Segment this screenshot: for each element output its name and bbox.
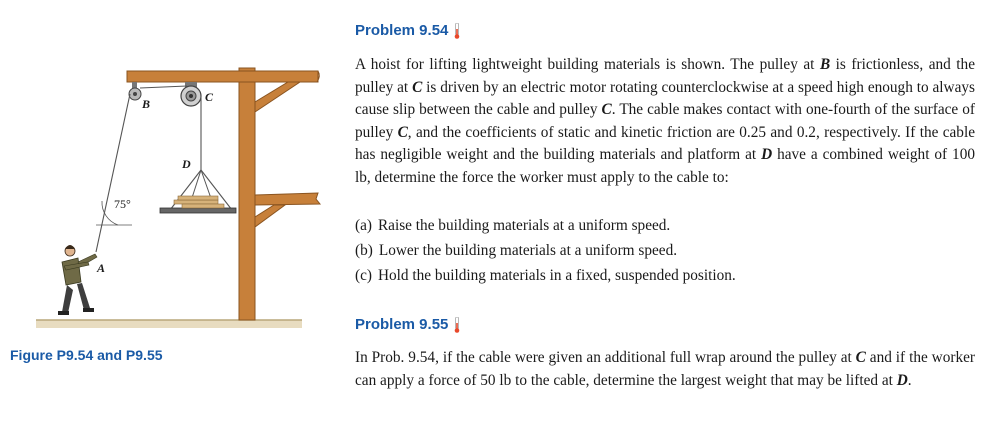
hoist-figure <box>0 0 340 427</box>
thermometer-icon <box>454 317 460 333</box>
lower-brace <box>255 205 285 227</box>
thermometer-icon <box>454 23 460 39</box>
hoist-diagram <box>0 0 340 345</box>
problem-955-body: In Prob. 9.54, if the cable were given an additional full wrap around the pulley at C and if the worker can apply a force of 50 lb to the cable, determine the largest weight that may be lifted at D. <box>355 349 975 389</box>
label-d: D <box>182 157 191 171</box>
worker-a <box>58 245 97 315</box>
label-c: C <box>205 90 214 104</box>
problem-955-heading <box>355 316 460 333</box>
problem-954-title: Problem 9.54 <box>355 22 449 39</box>
label-a: A <box>97 261 106 275</box>
support-post <box>239 68 255 320</box>
problem-954-item-a: (a) Raise the building materials at a uniform speed. <box>355 217 671 234</box>
problem-955-title: Problem 9.55 <box>355 316 449 333</box>
problem-954-heading <box>355 22 460 39</box>
pulley-b <box>129 82 141 100</box>
angle-label: 75° <box>114 197 131 211</box>
ground <box>36 320 302 328</box>
problem-954-item-b: (b) Lower the building materials at a uniform speed. <box>355 242 678 259</box>
top-beam <box>127 71 318 82</box>
top-brace <box>255 82 300 112</box>
platform-d <box>160 170 236 213</box>
label-b: B <box>142 97 151 111</box>
figure-caption: Figure P9.54 and P9.55 <box>10 347 163 363</box>
problem-954-body: A hoist for lifting lightweight building materials is shown. The pulley at B is frictionless, and the pulley at C is driven by an electric motor rotating counterclockwise at a speed high enough to always cause slip between the cable and pulley C. The cable makes contact with one-fourth of the surface of pulley C, and the coefficients of static and kinetic friction are 0.25 and 0.2, respectively. If the cable has negligible weight and the building materials and platform at D have a combined weight of 100 lb, determine the force the worker must apply to the cable to: <box>355 56 975 186</box>
problem-954-item-c: (c) Hold the building materials in a fixed, suspended position. <box>355 267 736 284</box>
lower-beam <box>255 193 320 205</box>
